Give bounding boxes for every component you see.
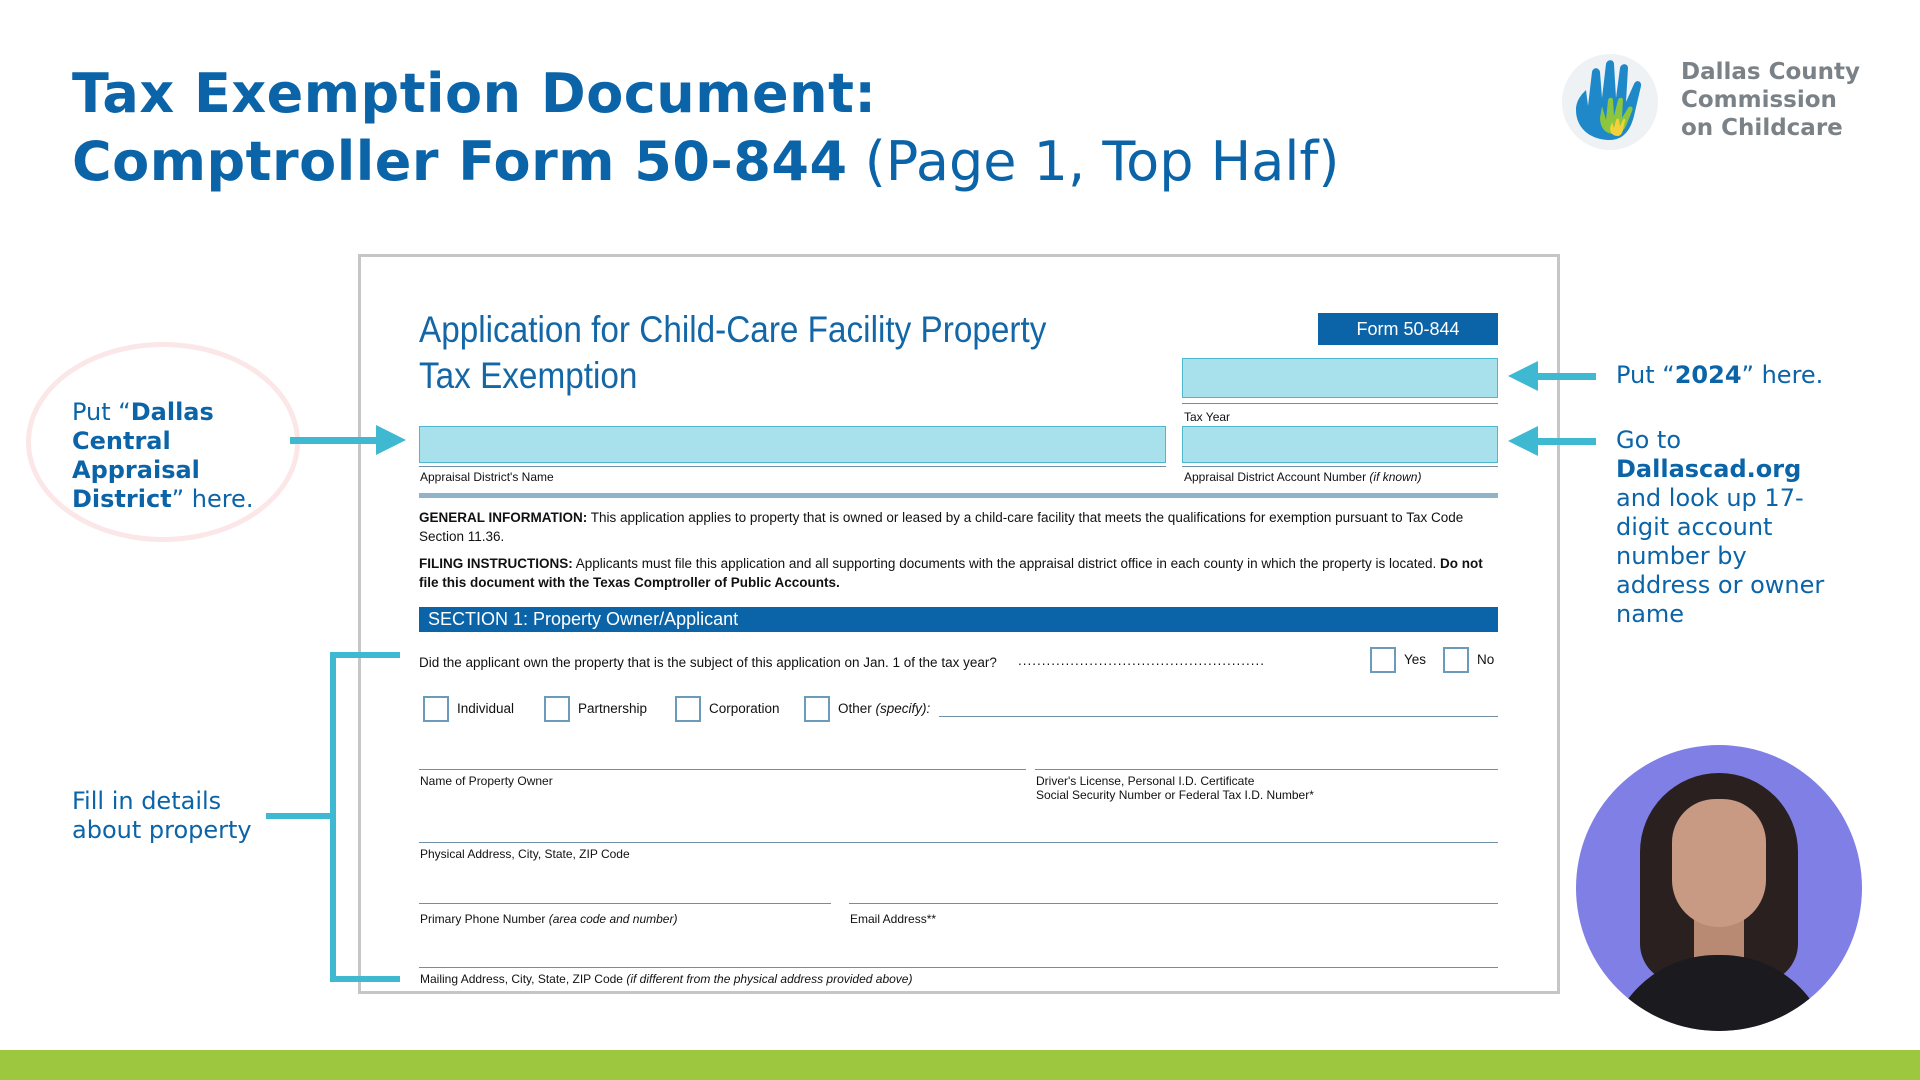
yes-checkbox[interactable] xyxy=(1370,647,1396,673)
question-leader-dots: .................................................... xyxy=(1018,653,1266,668)
account-number-label: Appraisal District Account Number (if known) xyxy=(1184,470,1422,484)
tax-year-arrow-shaft xyxy=(1536,373,1596,380)
slide-title-line2-normal: (Page 1, Top Half) xyxy=(847,130,1340,193)
phone-label: Primary Phone Number (area code and number) xyxy=(420,912,678,926)
general-information-text: GENERAL INFORMATION: This application applies to property that is owned or leased by a child-care facility that meets the qualifications for exemption pursuant to Tax Code Section 11.36. xyxy=(419,510,1464,544)
phone-line[interactable] xyxy=(419,903,831,904)
logo-text xyxy=(1681,58,1860,142)
tax-year-annotation: Put “2024” here. xyxy=(1616,361,1824,389)
appraisal-district-name-field[interactable] xyxy=(419,426,1166,463)
form-50-844-preview xyxy=(358,254,1560,994)
property-details-annotation: Fill in details about property xyxy=(72,787,252,844)
physical-address-line[interactable] xyxy=(419,842,1498,843)
partnership-checkbox[interactable] xyxy=(544,696,570,722)
tax-year-field[interactable] xyxy=(1182,358,1498,398)
account-number-field[interactable] xyxy=(1182,426,1498,463)
filing-instructions-text: FILING INSTRUCTIONS: Applicants must file this application and all supporting documents with the appraisal district office in each county in which the property is located. Do not file this document with the Texas Comptroller of Public Accounts. xyxy=(419,556,1483,590)
left-arrow-icon xyxy=(1508,426,1538,456)
form-number-badge: Form 50-844 xyxy=(1318,313,1498,345)
id-number-label-line2: Social Security Number or Federal Tax I.D. Number* xyxy=(1036,788,1314,802)
district-name-annotation: Put “Dallas Central Appraisal District” here. xyxy=(72,398,254,513)
tax-year-underline xyxy=(1182,403,1498,404)
slide-title-line1: Tax Exemption Document: xyxy=(72,62,877,125)
no-checkbox[interactable] xyxy=(1443,647,1469,673)
corporation-checkbox[interactable] xyxy=(675,696,701,722)
individual-checkbox[interactable] xyxy=(423,696,449,722)
partnership-label: Partnership xyxy=(578,701,648,716)
section-1-heading: SECTION 1: Property Owner/Applicant xyxy=(419,607,1498,632)
other-label: Other (specify): xyxy=(838,701,931,716)
yes-label: Yes xyxy=(1404,652,1427,667)
owner-name-label: Name of Property Owner xyxy=(420,774,553,788)
organization-logo xyxy=(1560,52,1900,152)
logo-text-line2: Commission xyxy=(1681,87,1837,113)
email-label: Email Address** xyxy=(850,912,937,926)
bracket-bottom-arm xyxy=(330,976,400,982)
bracket-top-arm xyxy=(330,652,400,658)
form-title xyxy=(419,307,1046,399)
slide-title xyxy=(72,60,1339,209)
no-label: No xyxy=(1477,652,1495,667)
tax-year-label: Tax Year xyxy=(1184,410,1231,424)
left-arrow-icon xyxy=(1508,361,1538,391)
presenter-face xyxy=(1672,799,1766,927)
physical-address-label: Physical Address, City, State, ZIP Code xyxy=(420,847,630,861)
id-number-line[interactable] xyxy=(1035,769,1498,770)
slide-title-line2-bold: Comptroller Form 50-844 xyxy=(72,130,848,193)
other-checkbox[interactable] xyxy=(804,696,830,722)
account-number-underline xyxy=(1182,466,1498,467)
bottom-accent-bar xyxy=(0,1050,1920,1080)
appraisal-district-name-label: Appraisal District's Name xyxy=(420,470,554,484)
account-number-annotation: Go to Dallascad.org and look up 17-digit account number by address or owner name xyxy=(1616,426,1825,628)
other-specify-line[interactable] xyxy=(939,716,1498,717)
district-arrow-shaft xyxy=(290,437,378,444)
presenter-video xyxy=(1576,745,1862,1031)
form-title-line2: Tax Exemption xyxy=(419,355,638,396)
form-title-line1: Application for Child-Care Facility Property xyxy=(419,309,1047,350)
presenter-body xyxy=(1606,955,1832,1031)
district-name-underline xyxy=(419,466,1166,467)
bracket-pointer xyxy=(266,813,332,819)
hands-logo-icon xyxy=(1562,54,1658,150)
corporation-label: Corporation xyxy=(709,701,780,716)
account-arrow-shaft xyxy=(1536,438,1596,445)
mailing-address-line[interactable] xyxy=(419,967,1498,968)
ownership-question: Did the applicant own the property that is the subject of this application on Jan. 1 of the tax year? xyxy=(419,655,997,670)
logo-text-line3: on Childcare xyxy=(1681,115,1843,141)
id-number-label-line1: Driver's License, Personal I.D. Certificate xyxy=(1036,774,1255,788)
email-line[interactable] xyxy=(849,903,1498,904)
mailing-address-label: Mailing Address, City, State, ZIP Code (if different from the physical address provided above) xyxy=(420,972,913,986)
owner-name-line[interactable] xyxy=(419,769,1026,770)
logo-badge xyxy=(1562,54,1658,150)
logo-text-line1: Dallas County xyxy=(1681,59,1861,85)
header-divider xyxy=(419,493,1498,498)
individual-label: Individual xyxy=(457,701,515,716)
right-arrow-icon xyxy=(376,425,406,455)
